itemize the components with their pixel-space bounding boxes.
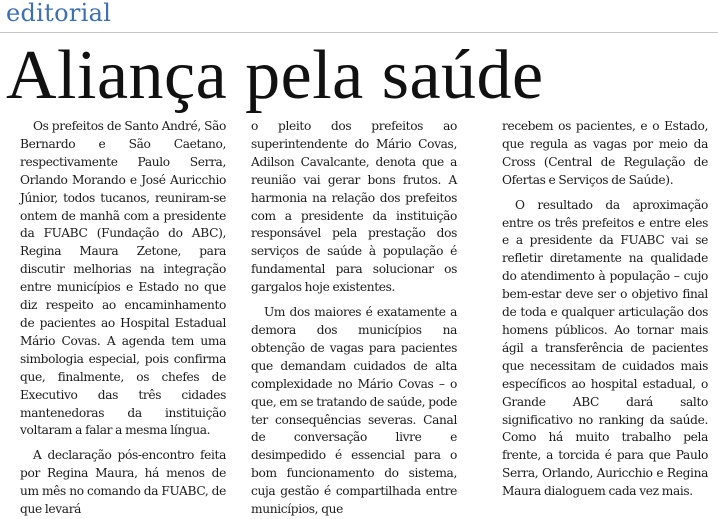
paragraph: A declaração pós-encontro feita por Regina Maura, há menos de um mês no comando da FUABC, de que levará bbox=[20, 448, 226, 517]
text-column-2 bbox=[251, 118, 457, 517]
paragraph: O resultado da aproximação entre os três prefeitos e entre eles e a presidente da FUABC vai se refletir diretamente na qualidade do atendimento à população – cujo bem-estar deve ser o objetivo final de toda e qualquer articulação dos homens públicos. Ao tornar mais ágil a transferência de pacientes que necessitam de cuidados mais específicos ao hospital estadual, o Grande ABC dará salto significativo no ranking da saúde. Como há muito trabalho pela frente, a torcida é para que Paulo Serra, Orlando, Auricchio e Regina Maura dialoguem cada vez mais. bbox=[502, 197, 708, 499]
text-column-3 bbox=[502, 118, 708, 499]
paragraph: Os prefeitos de Santo André, São Bernardo e São Caetano, respectivamente Paulo Serra, Orlando Morando e José Auricchio Júnior, todos tucanos, reuniram-se ontem de manhã com a presidente da FUABC (Fundação do ABC), Regina Maura Zetone, para discutir melhorias na integração entre municípios e Estado no que diz respeito ao encaminhamento de pacientes ao Hospital Estadual Mário Covas. A agenda tem uma simbologia especial, pois confirma que, finalmente, os chefes de Executivo das três cidades mantenedoras da instituição voltaram a falar a mesma língua. bbox=[20, 119, 226, 438]
paragraph: o pleito dos prefeitos ao superintendente do Mário Covas, Adilson Cavalcante, denota que a reunião vai gerar bons frutos. A harmonia na relação dos prefeitos com a presidente da instituição responsável pela prestação dos serviços de saúde à população é fundamental para solucionar os gargalos hoje existentes. bbox=[251, 119, 457, 295]
headline: Aliança pela saúde bbox=[6, 37, 544, 114]
paragraph: recebem os pacientes, e o Estado, que regula as vagas por meio da Cross (Central de Regulação de Ofertas e Serviços de Saúde). bbox=[502, 119, 708, 187]
section-label: editorial bbox=[6, 0, 112, 27]
text-column-1 bbox=[20, 118, 226, 517]
paragraph: Um dos maiores é exatamente a demora dos municípios na obtenção de vagas para pacientes que demandam cuidados de alta complexidade no Mário Covas – o que, em se tratando de saúde, pode ter consequências severas. Canal de conversação livre e desimpedido é essencial para o bom funcionamento do sistema, cuja gestão é compartilhada entre municípios, que bbox=[251, 305, 457, 517]
header-divider bbox=[0, 32, 718, 33]
